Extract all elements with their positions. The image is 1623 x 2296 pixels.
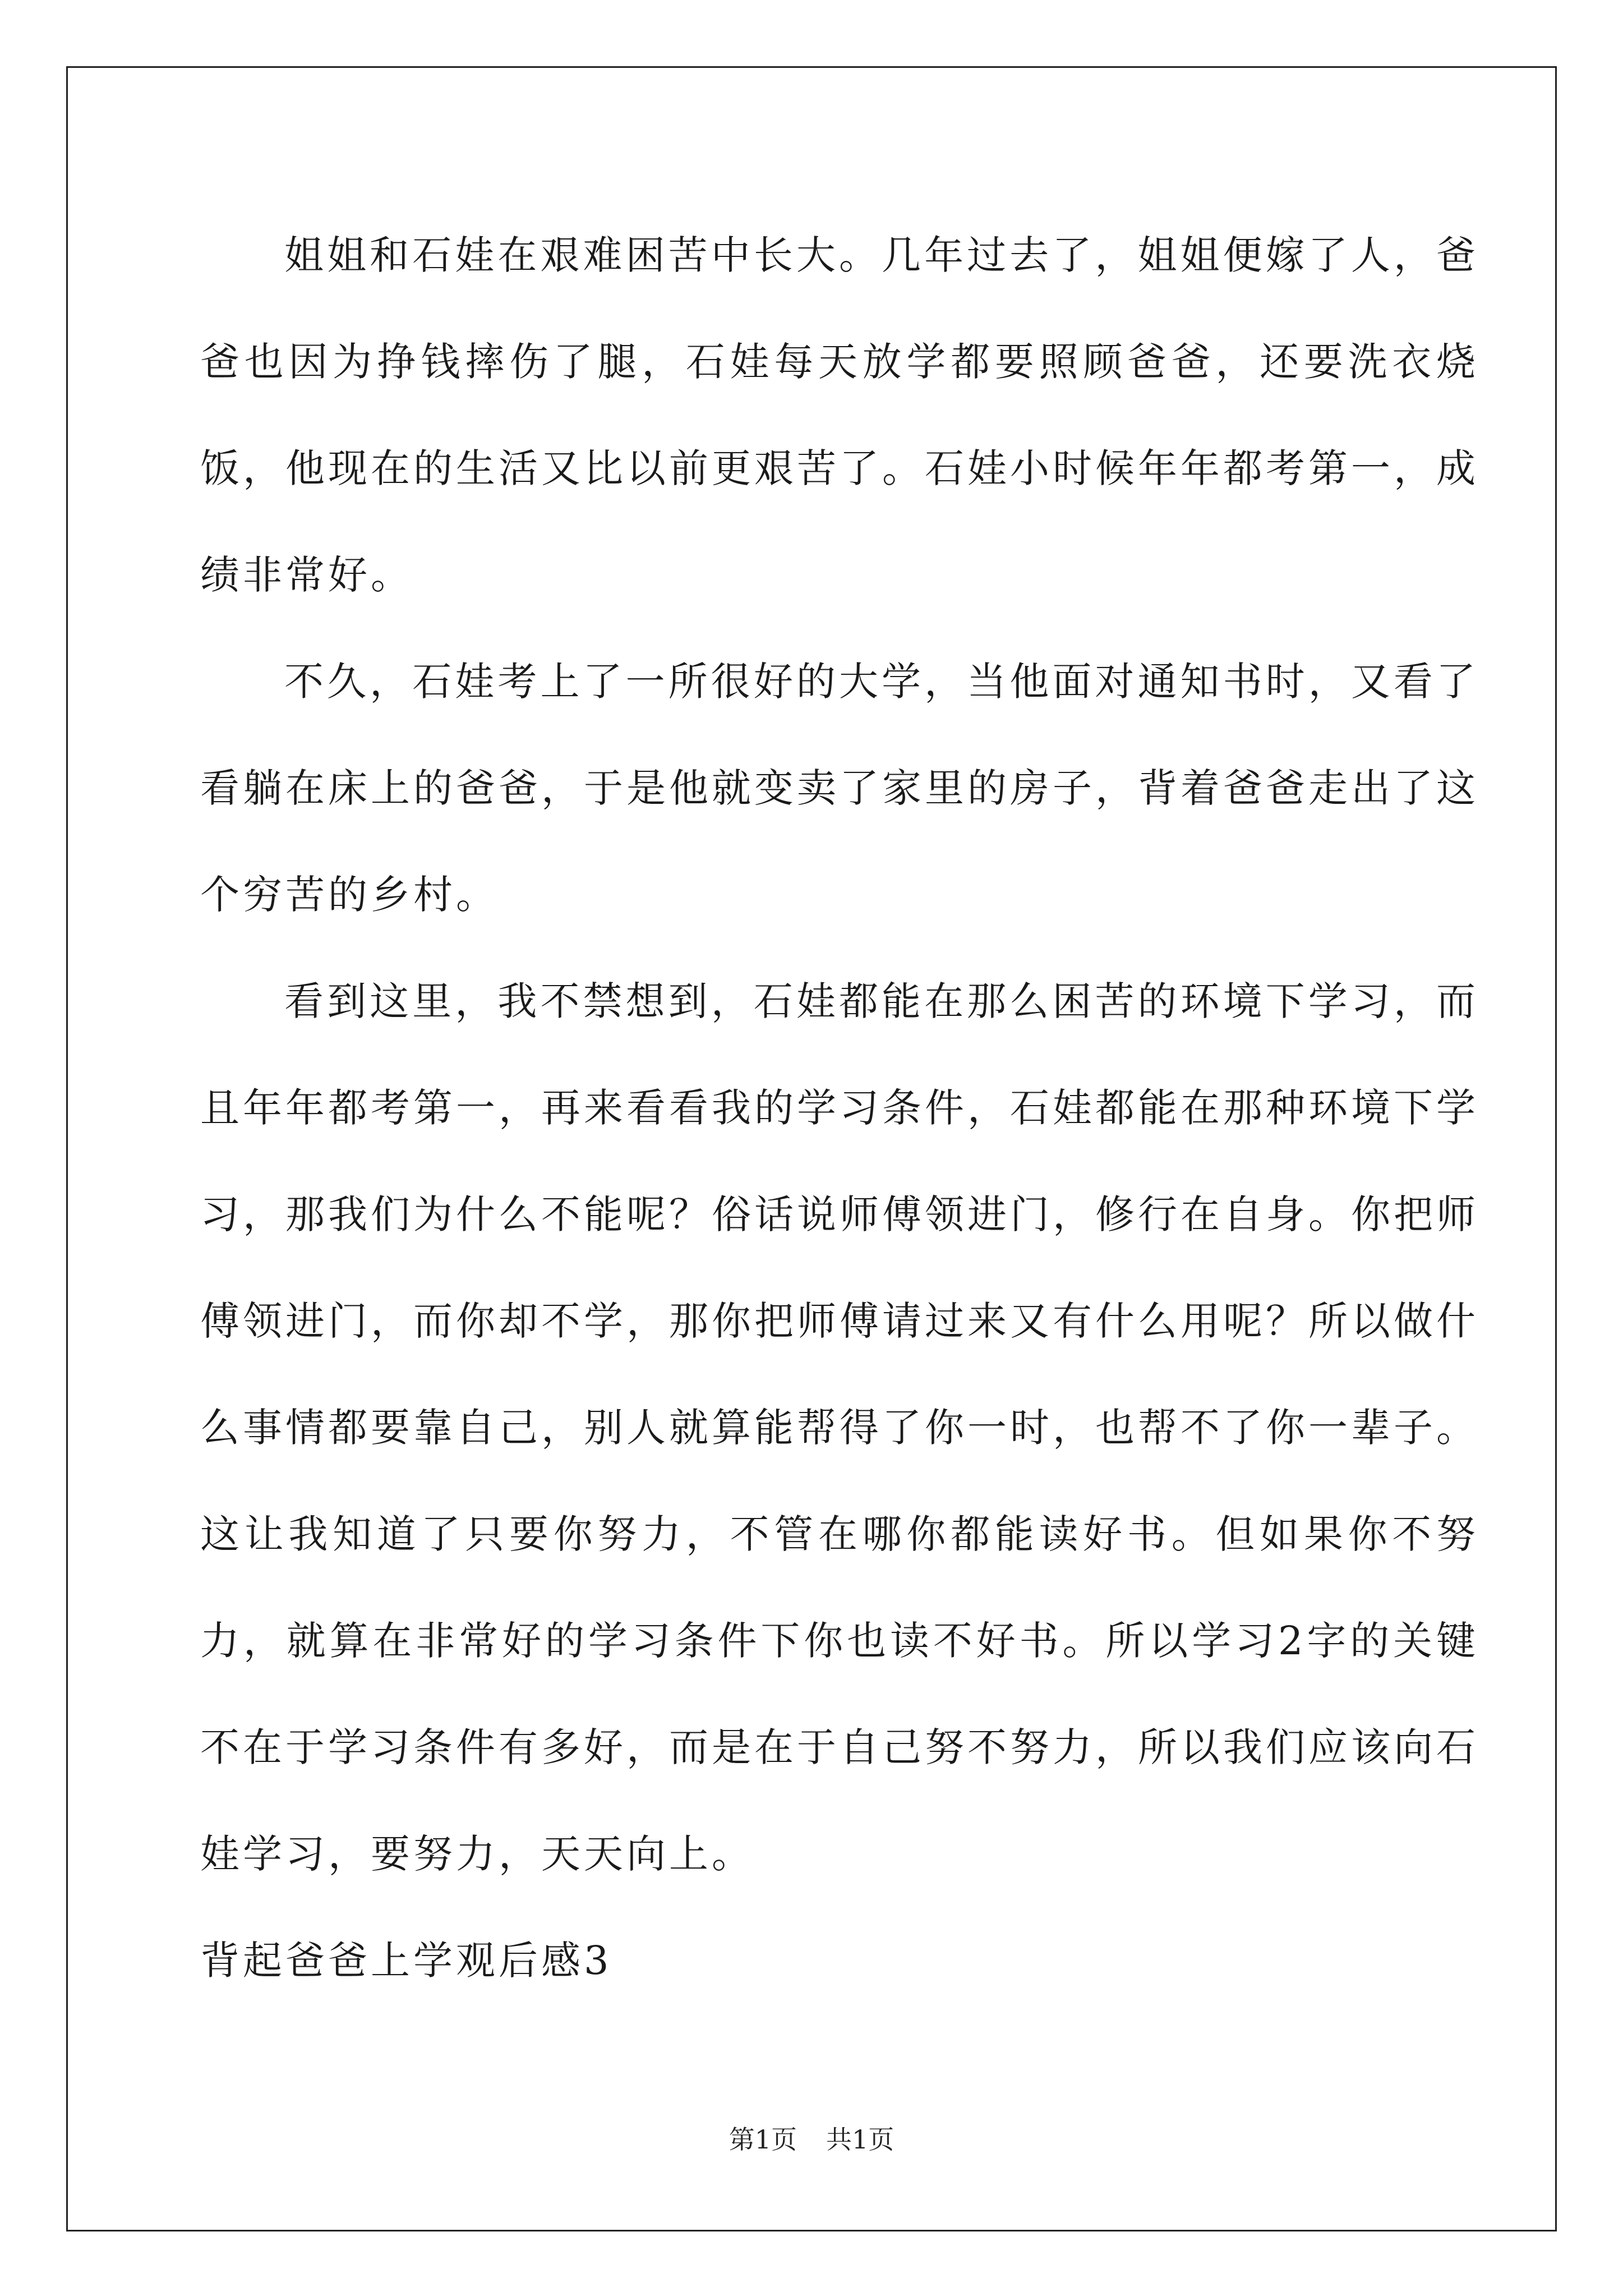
page-number: 第1页: [728, 2124, 797, 2155]
paragraph-3: 看到这里，我不禁想到，石娃都能在那么困苦的环境下学习，而且年年都考第一，再来看看我的学习条件，石娃都能在那种环境下学习，那我们为什么不能呢？俗话说师傅领进门，修行在自身。你把师傅领进门，而你却不学，那你把师傅请过来又有什么用呢？所以做什么事情都要靠自己，别人就算能帮得了你一时，也帮不了你一辈子。这让我知道了只要你努力，不管在哪你都能读好书。但如果你不努力，就算在非常好的学习条件下你也读不好书。所以学习2字的关键不在于学习条件有多好，而是在于自己努不努力，所以我们应该向石娃学习，要努力，天天向上。: [200, 978, 1479, 1877]
document-body: [200, 202, 1479, 2014]
paragraph-2: 不久，石娃考上了一所很好的大学，当他面对通知书时，又看了看躺在床上的爸爸，于是他就变卖了家里的房子，背着爸爸走出了这个穷苦的乡村。: [200, 659, 1479, 918]
section-heading: 背起爸爸上学观后感3: [200, 1938, 612, 1984]
page-footer: [0, 2119, 1623, 2156]
page-total: 共1页: [826, 2124, 895, 2155]
paragraph-1: 姐姐和石娃在艰难困苦中长大。几年过去了，姐姐便嫁了人，爸爸也因为挣钱摔伤了腿，石娃每天放学都要照顾爸爸，还要洗衣烧饭，他现在的生活又比以前更艰苦了。石娃小时候年年都考第一，成绩非常好。: [200, 232, 1479, 598]
